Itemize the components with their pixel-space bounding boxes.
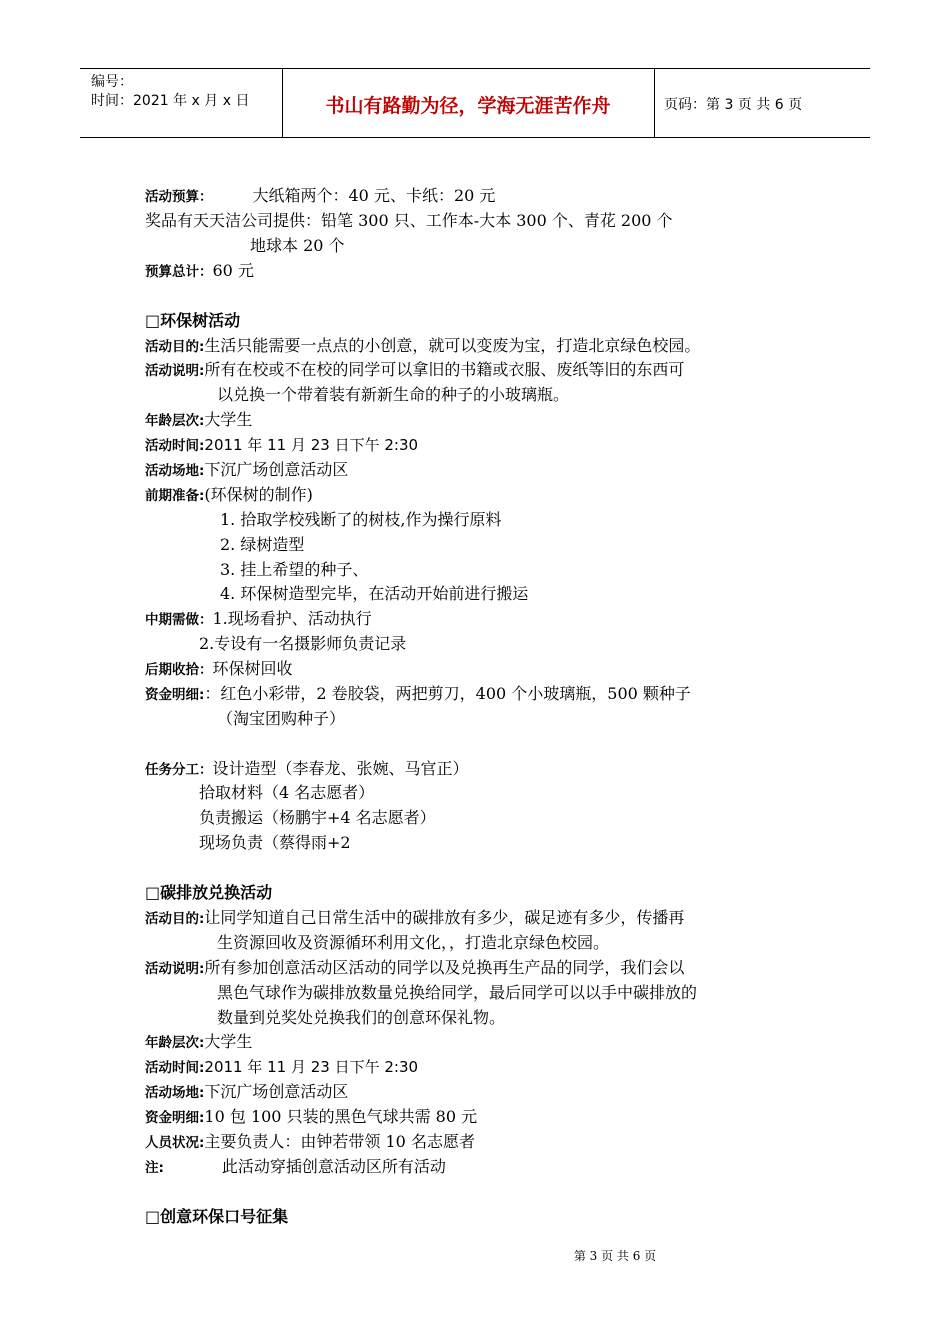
tree-prep-label: 前期准备: <box>145 488 205 504</box>
header-motto: 书山有路勤为径，学海无涯苦作舟 <box>325 95 611 117</box>
page-header <box>80 68 870 138</box>
tree-task-1: 设计造型（李春龙、张婉、马官正） <box>212 759 469 778</box>
budget-line3: 地球本 20 个 <box>250 236 345 255</box>
carbon-place-value: 下沉广场创意活动区 <box>204 1082 349 1101</box>
tree-desc-2: 以兑换一个带着装有新新生命的种子的小玻璃瓶。 <box>217 385 570 404</box>
tree-prep-item: 3. 挂上希望的种子、 <box>220 560 369 579</box>
tree-desc-text: 所有在校或不在校的同学可以拿旧的书籍或衣服、废纸等旧的东西可 <box>204 360 685 379</box>
tree-task-2: 拾取材料（4 名志愿者） <box>199 783 375 802</box>
tree-age-label: 年龄层次: <box>145 413 205 429</box>
header-meta <box>91 73 249 111</box>
tree-fund-1: ：红色小彩带，2 卷胶袋，两把剪刀，400 个小玻璃瓶，500 颗种子 <box>204 684 691 703</box>
tree-age <box>145 409 252 432</box>
budget-line1: 大纸箱两个：40 元、卡纸：20 元 <box>252 186 496 205</box>
tree-mid-label: 中期需做： <box>145 612 213 628</box>
number-label: 编号： <box>91 74 133 90</box>
tree-desc-label: 活动说明: <box>145 363 205 379</box>
carbon-desc-label: 活动说明: <box>145 961 205 977</box>
page-footer: 第 3 页 共 6 页 <box>573 1249 657 1263</box>
carbon-staff-value: 主要负责人：由钟若带领 10 名志愿者 <box>204 1132 475 1151</box>
tree-time-value: 2011 年 11 月 23 日下午 2:30 <box>204 436 419 454</box>
budget-total <box>145 260 254 283</box>
tree-fund-label: 资金明细: <box>145 687 205 703</box>
section-title-slogan: □创意环保口号征集 <box>145 1207 289 1226</box>
carbon-age-value: 大学生 <box>204 1032 253 1051</box>
budget-line <box>145 185 495 208</box>
tree-mid <box>145 608 372 631</box>
carbon-note-value: 此活动穿插创意活动区所有活动 <box>221 1157 446 1176</box>
carbon-desc-2: 黑色气球作为碳排放数量兑换给同学，最后同学可以以手中碳排放的 <box>217 983 698 1002</box>
carbon-place-label: 活动场地: <box>145 1085 205 1101</box>
section-title-carbon: □碳排放兑换活动 <box>145 883 273 902</box>
budget-total-label: 预算总计： <box>145 264 213 280</box>
tree-place-value: 下沉广场创意活动区 <box>204 460 349 479</box>
carbon-time-value: 2011 年 11 月 23 日下午 2:30 <box>204 1058 419 1076</box>
tree-task-4: 现场负责（蔡得雨+2 <box>199 833 351 852</box>
tree-place <box>145 459 348 482</box>
tree-mid-1: 1.现场看护、活动执行 <box>212 609 372 628</box>
tree-prep <box>145 484 313 507</box>
tree-prep-value: (环保树的制作) <box>204 485 313 504</box>
tree-task-3: 负责搬运（杨鹏宇+4 名志愿者） <box>199 808 436 827</box>
carbon-fund <box>145 1106 477 1129</box>
tree-time-label: 活动时间: <box>145 438 205 454</box>
carbon-staff-label: 人员状况: <box>145 1135 205 1151</box>
tree-purpose-label: 活动目的: <box>145 339 205 355</box>
tree-purpose <box>145 335 700 358</box>
carbon-place <box>145 1081 348 1104</box>
carbon-note <box>145 1156 446 1179</box>
tree-post-label: 后期收拾： <box>145 662 213 678</box>
carbon-fund-label: 资金明细: <box>145 1110 205 1126</box>
section-title-tree: □环保树活动 <box>145 311 241 330</box>
time-label: 时间：2021 年 x 月 x 日 <box>91 93 250 109</box>
tree-age-value: 大学生 <box>204 410 253 429</box>
carbon-desc-3: 数量到兑奖处兑换我们的创意环保礼物。 <box>217 1008 506 1027</box>
budget-line2: 奖品有天天洁公司提供：铅笔 300 只、工作本-大本 300 个、青花 200 个 <box>145 211 673 230</box>
tree-post <box>145 658 293 681</box>
carbon-fund-value: 10 包 100 只装的黑色气球共需 80 元 <box>204 1107 478 1126</box>
carbon-purpose <box>145 907 684 930</box>
tree-prep-item: 4. 环保树造型完毕，在活动开始前进行搬运 <box>220 584 529 603</box>
carbon-age-label: 年龄层次: <box>145 1035 205 1051</box>
tree-desc <box>145 359 684 382</box>
tree-fund <box>145 683 691 706</box>
tree-task-label: 任务分工： <box>145 762 213 778</box>
tree-time <box>145 434 418 457</box>
carbon-desc <box>145 957 684 980</box>
carbon-time-label: 活动时间: <box>145 1060 205 1076</box>
carbon-time <box>145 1056 418 1079</box>
carbon-age <box>145 1031 252 1054</box>
tree-fund-2: （淘宝团购种子） <box>217 709 346 728</box>
tree-mid-2: 2.专设有一名摄影师负责记录 <box>199 634 407 653</box>
header-divider <box>654 69 655 137</box>
budget-label: 活动预算： <box>145 189 213 205</box>
carbon-desc-1: 所有参加创意活动区活动的同学以及兑换再生产品的同学，我们会以 <box>204 958 685 977</box>
tree-post-value: 环保树回收 <box>212 659 293 678</box>
tree-place-label: 活动场地: <box>145 463 205 479</box>
carbon-staff <box>145 1131 475 1154</box>
tree-purpose-text: 生活只能需要一点点的小创意，就可以变废为宝，打造北京绿色校园。 <box>204 336 701 355</box>
carbon-purpose-2: 生资源回收及资源循环利用文化，，打造北京绿色校园。 <box>217 933 610 952</box>
tree-prep-item: 2. 绿树造型 <box>220 535 305 554</box>
carbon-purpose-label: 活动目的: <box>145 911 205 927</box>
tree-prep-item: 1. 拾取学校残断了的树枝,作为操行原料 <box>220 510 502 529</box>
carbon-purpose-1: 让同学知道自己日常生活中的碳排放有多少，碳足迹有多少，传播再 <box>204 908 685 927</box>
carbon-note-label: 注: <box>145 1160 164 1176</box>
header-page-info: 页码：第 3 页 共 6 页 <box>664 97 803 113</box>
tree-task <box>145 758 469 781</box>
budget-total-value: 60 元 <box>212 261 254 280</box>
